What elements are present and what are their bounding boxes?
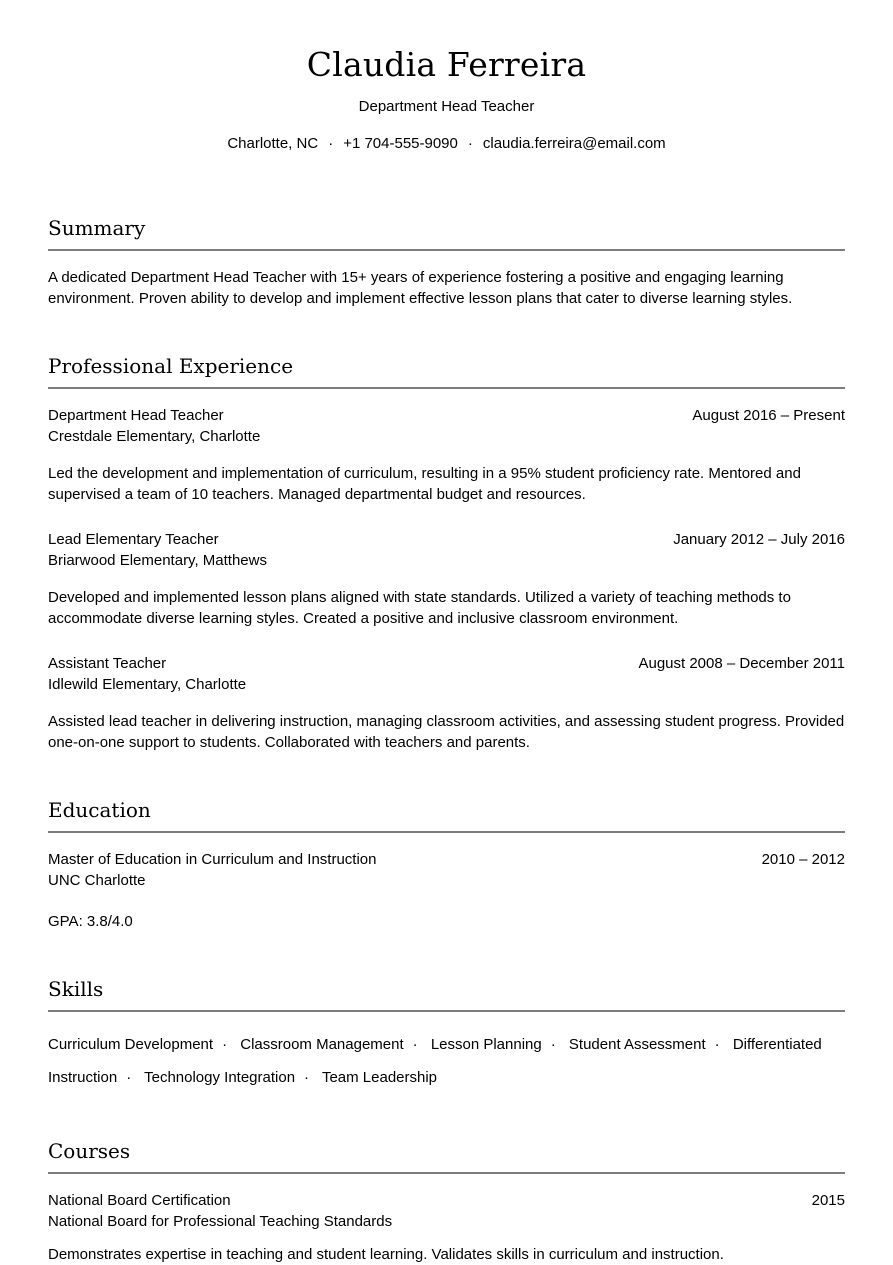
school-name: UNC Charlotte	[48, 872, 146, 889]
section-heading: Courses	[48, 1139, 131, 1163]
skill-item: Team Leadership	[321, 1069, 438, 1086]
job-description: Developed and implemented lesson plans aligned with state standards. Utilized a variety of teaching methods to accommodate diverse learning styles. Created a positive and inclusive classroom environment.	[48, 589, 791, 627]
section-divider	[48, 249, 845, 251]
gpa-text: GPA: 3.8/4.0	[48, 913, 133, 930]
skill-item: Differentiated Instruction	[48, 1036, 822, 1086]
dot-separator: ·	[304, 1069, 310, 1086]
section-skills	[48, 977, 845, 1094]
section-courses	[48, 1139, 845, 1265]
job-title: Assistant Teacher	[48, 655, 167, 672]
section-divider	[48, 387, 845, 389]
course-title: National Board Certification	[48, 1192, 231, 1209]
job-dates: August 2008 – December 2011	[638, 655, 845, 672]
job-organization: Crestdale Elementary, Charlotte	[48, 428, 261, 445]
contact-line	[48, 133, 845, 154]
section-heading: Professional Experience	[48, 354, 294, 378]
job-title: Lead Elementary Teacher	[48, 531, 219, 548]
dot-separator: ·	[222, 1036, 228, 1053]
education-dates: 2010 – 2012	[761, 851, 845, 868]
skill-item: Curriculum Development	[48, 1036, 214, 1053]
experience-item	[48, 653, 845, 753]
dot-separator: ·	[550, 1036, 556, 1053]
section-divider	[48, 1010, 845, 1012]
summary-text: A dedicated Department Head Teacher with 15+ years of experience fostering a positive and engaging learning environment. Proven ability to develop and implement effective lesson plans that cater to diverse learning styles.	[48, 269, 793, 307]
course-dates: 2015	[811, 1192, 845, 1209]
resume-job-title: Department Head Teacher	[358, 98, 535, 115]
job-title: Department Head Teacher	[48, 407, 224, 424]
section-heading: Education	[48, 798, 151, 822]
dot-separator: ·	[412, 1036, 418, 1053]
degree-title: Master of Education in Curriculum and Instruction	[48, 851, 377, 868]
course-organization: National Board for Professional Teaching Standards	[48, 1213, 393, 1230]
dot-separator: ·	[126, 1069, 132, 1086]
section-experience	[48, 354, 845, 753]
section-heading: Skills	[48, 977, 104, 1001]
skill-item: Classroom Management	[240, 1036, 404, 1053]
dot-separator: ·	[467, 135, 473, 152]
resume-header	[48, 0, 845, 154]
job-description: Led the development and implementation of curriculum, resulting in a 95% student proficiency rate. Mentored and supervised a team of 10 teachers. Managed departmental budget and resources.	[48, 465, 801, 503]
experience-item	[48, 405, 845, 505]
section-heading: Summary	[48, 216, 146, 240]
education-item	[48, 849, 845, 932]
dot-separator: ·	[328, 135, 334, 152]
job-organization: Idlewild Elementary, Charlotte	[48, 676, 247, 693]
dot-separator: ·	[714, 1036, 720, 1053]
skills-list	[48, 1028, 845, 1094]
section-summary	[48, 216, 845, 309]
job-dates: August 2016 – Present	[692, 407, 845, 424]
skill-item: Technology Integration	[144, 1069, 296, 1086]
course-item	[48, 1190, 845, 1265]
job-organization: Briarwood Elementary, Matthews	[48, 552, 267, 569]
contact-email: claudia.ferreira@email.com	[482, 135, 666, 152]
section-divider	[48, 831, 845, 833]
section-education	[48, 798, 845, 932]
contact-phone: +1 704-555-9090	[343, 135, 458, 152]
section-divider	[48, 1172, 845, 1174]
resume-name: Claudia Ferreira	[306, 45, 587, 84]
job-dates: January 2012 – July 2016	[673, 531, 845, 548]
skill-item: Student Assessment	[568, 1036, 706, 1053]
skill-item: Lesson Planning	[430, 1036, 542, 1053]
contact-location: Charlotte, NC	[227, 135, 319, 152]
job-description: Assisted lead teacher in delivering instruction, managing classroom activities, and assessing student progress. Provided one-on-one support to students. Collaborated with teachers and parents.	[48, 713, 845, 751]
course-description: Demonstrates expertise in teaching and student learning. Validates skills in curriculum and instruction.	[48, 1246, 724, 1263]
experience-item	[48, 529, 845, 629]
